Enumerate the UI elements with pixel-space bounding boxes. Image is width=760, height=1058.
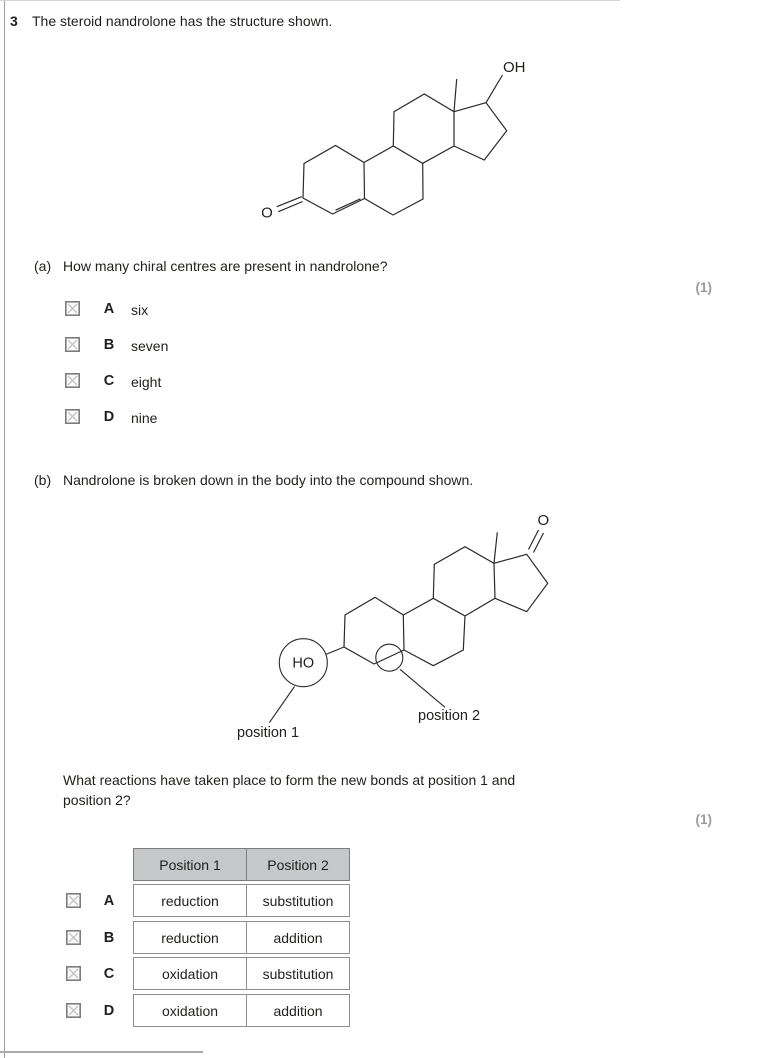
part-b-question-line1: What reactions have taken place to form the new bonds at position 1 and: [63, 772, 516, 788]
question-intro: The steroid nandrolone has the structure shown.: [32, 13, 333, 29]
position1-label: position 1: [237, 725, 300, 741]
part-b-marks: (1): [695, 812, 712, 827]
option-d-letter: D: [103, 409, 115, 425]
option-d-checkbox[interactable]: [65, 409, 80, 424]
table-option-d-letter: D: [103, 1003, 115, 1019]
methyl-bond: [454, 79, 457, 112]
option-c-checkbox[interactable]: [65, 373, 80, 388]
table-option-b-letter: B: [103, 930, 115, 946]
table-row-c: [133, 957, 350, 990]
steroid-skeleton-bonds: [326, 530, 548, 666]
option-a-text: six: [131, 302, 149, 318]
table-option-a-checkbox[interactable]: [66, 893, 81, 908]
ketone-double-bond-1: [277, 197, 302, 207]
hydroxyl-ho-label: HO: [292, 655, 315, 672]
table-cell-a-position2: substitution: [262, 892, 334, 909]
table-cell-d-position1: oxidation: [134, 995, 247, 1026]
answer-table-header: [133, 848, 350, 881]
ketone-o-label: O: [537, 512, 550, 529]
part-a-label: (a): [34, 258, 52, 274]
page-bottom-border: [0, 1051, 203, 1053]
question-number: 3: [10, 13, 18, 29]
ketone-double-bond-2: [278, 202, 302, 212]
table-cell-b-position2: addition: [273, 929, 323, 946]
position1-pointer-line: [269, 687, 294, 723]
table-cell-d-position2: addition: [273, 1002, 323, 1019]
table-header-position2: Position 2: [267, 856, 329, 873]
position2-circle: [376, 644, 403, 671]
option-b-checkbox[interactable]: [65, 337, 80, 352]
table-option-c-letter: C: [103, 966, 115, 982]
option-a-checkbox[interactable]: [65, 301, 80, 316]
part-b-intro: Nandrolone is broken down in the body into the compound shown.: [63, 472, 474, 488]
hydroxyl-oh-label: OH: [503, 59, 526, 76]
steroid-skeleton-bonds: [277, 75, 507, 215]
position2-pointer-line: [400, 669, 445, 707]
part-b-label: (b): [34, 472, 52, 488]
part-a-question: How many chiral centres are present in nandrolone?: [63, 258, 388, 274]
table-option-b-checkbox[interactable]: [66, 930, 81, 945]
table-row-a: [133, 884, 350, 917]
table-row-b: [133, 921, 350, 954]
table-option-c-checkbox[interactable]: [66, 966, 81, 981]
methyl-bond: [494, 532, 497, 563]
option-b-letter: B: [103, 337, 115, 353]
table-cell-c-position2: substitution: [262, 965, 334, 982]
part-a-marks: (1): [695, 280, 712, 295]
table-cell-a-position1: reduction: [134, 885, 247, 916]
table-option-d-checkbox[interactable]: [66, 1003, 81, 1018]
part-b-question-line2: position 2?: [63, 792, 131, 808]
table-row-d: [133, 994, 350, 1027]
table-header-position1: Position 1: [134, 849, 247, 880]
position2-label: position 2: [418, 708, 481, 724]
table-cell-b-position1: reduction: [134, 922, 247, 953]
option-c-letter: C: [103, 373, 115, 389]
ring-double-bond: [336, 199, 361, 210]
table-option-a-letter: A: [103, 893, 115, 909]
metabolite-structure-diagram: [230, 500, 570, 748]
nandrolone-structure-diagram: [230, 50, 560, 240]
option-d-text: nine: [131, 410, 158, 426]
option-a-letter: A: [103, 301, 115, 317]
option-c-text: eight: [131, 374, 162, 390]
page-left-border: [4, 0, 5, 1058]
hydroxyl-bond: [326, 647, 344, 655]
hydroxyl-bond: [486, 75, 503, 103]
table-cell-c-position1: oxidation: [134, 958, 247, 989]
option-b-text: seven: [131, 338, 169, 354]
page-top-border: [0, 0, 620, 1]
ketone-o-label: O: [261, 204, 273, 222]
